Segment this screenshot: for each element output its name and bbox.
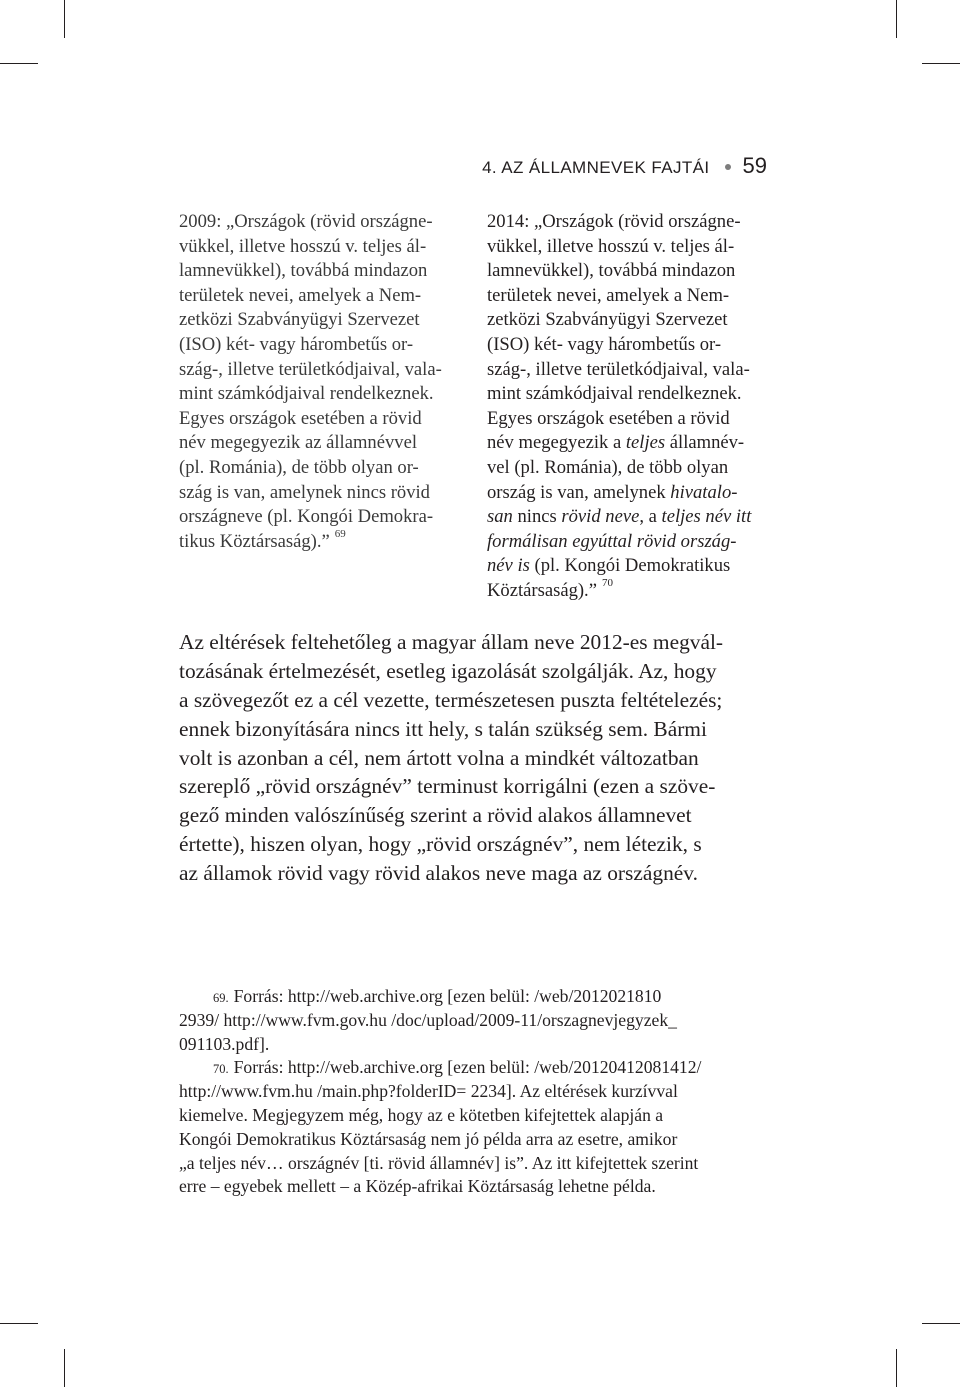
text-line: (ISO) két- vagy hárombetűs or- [179, 333, 414, 355]
text-line: (pl. Románia), de több olyan or- [179, 456, 419, 478]
footnote-69-line: 2939/ http://www.fvm.gov.hu /doc/upload/2009-11/orszagnevjegyzek_ [179, 1009, 677, 1030]
quote-2009 [179, 210, 459, 554]
text-line: vel (pl. Románia), de több olyan [487, 456, 729, 478]
text-line: név is (pl. Kongói Demokratikus [487, 555, 731, 577]
text-line: Egyes országok esetében a rövid [487, 407, 730, 429]
text-line: lamnevükkel), továbbá mindazon [179, 260, 428, 282]
footnote-69-line: 091103.pdf]. [179, 1033, 270, 1054]
text-line: szág-, illetve területkódjaival, vala- [487, 358, 750, 380]
footnote-70-line: http://www.fvm.hu /main.php?folderID= 2234]. Az eltérések kurzívval [179, 1081, 678, 1102]
text-line: név megegyezik az államnévvel [179, 432, 417, 454]
crop-mark-left-top [0, 63, 38, 64]
text-line: szág-, illetve területkódjaival, vala- [179, 358, 442, 380]
text-line: lamnevükkel), továbbá mindazon [487, 260, 736, 282]
crop-mark-right-bottom [922, 1323, 960, 1324]
footnote-70-line: Kongói Demokratikus Köztársaság nem jó példa arra az esetre, amikor [179, 1128, 678, 1149]
text-line: volt is azonban a cél, nem ártott volna a mindkét változatban [179, 745, 699, 770]
text-line: ennek bizonyítására nincs itt hely, s talán szükség sem. Bármi [179, 716, 707, 741]
emphasis: teljes [625, 432, 666, 454]
text-line: a szövegezőt ez a cél vezette, természetesen puszta feltételezés; [179, 687, 723, 712]
text-line: 2014: „Országok (rövid országne- [487, 211, 741, 232]
text-line: zetközi Szabványügyi Szervezet [179, 309, 420, 331]
text-line: tozásának értelmezését, esetleg igazolását szolgálják. Az, hogy [179, 658, 717, 683]
crop-mark-top-right [896, 0, 897, 38]
text-line: az államok rövid vagy rövid alakos neve maga az országnév. [179, 861, 698, 886]
separator-dot-icon [725, 164, 731, 170]
text-line: területek nevei, amelyek a Nem- [179, 284, 422, 306]
text-line: tikus Köztársaság).” 69 [179, 530, 459, 555]
text-line: ország is van, amelynek hivatalo- [487, 481, 738, 503]
text-line: san nincs rövid neve, a teljes név itt [487, 506, 752, 528]
text-line: vükkel, illetve hosszú v. teljes ál- [487, 235, 735, 257]
crop-mark-bottom-left [64, 1349, 65, 1387]
text-line: gező minden valószínűség szerint a rövid alakos államnevet [179, 803, 692, 828]
chapter-title: 4. AZ ÁLLAMNEVEK FAJTÁI [482, 158, 710, 177]
footnote-70-line: erre – egyebek mellett – a Közép-afrikai Köztársaság lehetne példa. [179, 1176, 656, 1197]
text-line: mint számkódjaival rendelkeznek. [487, 383, 742, 405]
footnote-ref-69: 69 [334, 527, 346, 540]
text-line: területek nevei, amelyek a Nem- [487, 284, 730, 306]
text-line [487, 530, 767, 555]
text-line: zetközi Szabványügyi Szervezet [487, 309, 728, 331]
text-line: mint számkódjaival rendelkeznek. [179, 383, 434, 405]
text-line: név megegyezik a teljes államnév- [487, 432, 745, 454]
text-line: Köztársaság).” 70 [487, 579, 767, 604]
crop-mark-bottom-right [896, 1349, 897, 1387]
text-line: szág is van, amelynek nincs rövid [179, 481, 430, 503]
page-number: 59 [742, 153, 767, 178]
footnote-70-line: „a teljes név… országnév [ti. rövid államnév] is”. Az itt kifejtettek szerint [179, 1152, 699, 1173]
crop-mark-right-top [922, 63, 960, 64]
running-header [482, 153, 767, 179]
footnote-number: 69. [213, 991, 229, 1005]
text-line: országneve (pl. Kongói Demokra- [179, 506, 434, 528]
emphasis: formálisan egyúttal rövid ország- [487, 530, 737, 552]
footnotes [179, 985, 769, 1199]
footnote-ref-70: 70 [601, 576, 613, 589]
text-line: szereplő „rövid országnév” terminust korrigálni (ezen a szöve- [179, 774, 716, 799]
emphasis: név is [487, 555, 530, 577]
text-line: 2009: „Országok (rövid országne- [179, 211, 433, 232]
text-line: (ISO) két- vagy hárombetűs or- [487, 333, 722, 355]
quote-2014 [487, 210, 767, 604]
footnote-70-line: kiemelve. Megjegyzem még, hogy az e kötetben kifejtettek alapján a [179, 1104, 664, 1125]
footnote-70-line: 70. Forrás: http://web.archive.org [ezen belül: /web/20120412081412/ [213, 1057, 702, 1078]
footnote-69-line: 69. Forrás: http://web.archive.org [ezen belül: /web/2012021810 [213, 986, 662, 1006]
emphasis: rövid neve [561, 506, 640, 528]
text-line: vükkel, illetve hosszú v. teljes ál- [179, 235, 427, 257]
emphasis: hivatalo- [670, 481, 738, 503]
text-line: Az eltérések feltehetőleg a magyar állam neve 2012-es megvál- [179, 630, 724, 654]
emphasis: san [487, 506, 513, 528]
text-line: értette), hiszen olyan, hogy „rövid országnév”, nem létezik, s [179, 832, 702, 857]
text-line: Egyes országok esetében a rövid [179, 407, 422, 429]
footnote-number: 70. [213, 1062, 229, 1077]
crop-mark-left-bottom [0, 1323, 38, 1324]
body-paragraph [179, 628, 769, 888]
emphasis: teljes név itt [661, 506, 752, 528]
crop-mark-top-left [64, 0, 65, 38]
